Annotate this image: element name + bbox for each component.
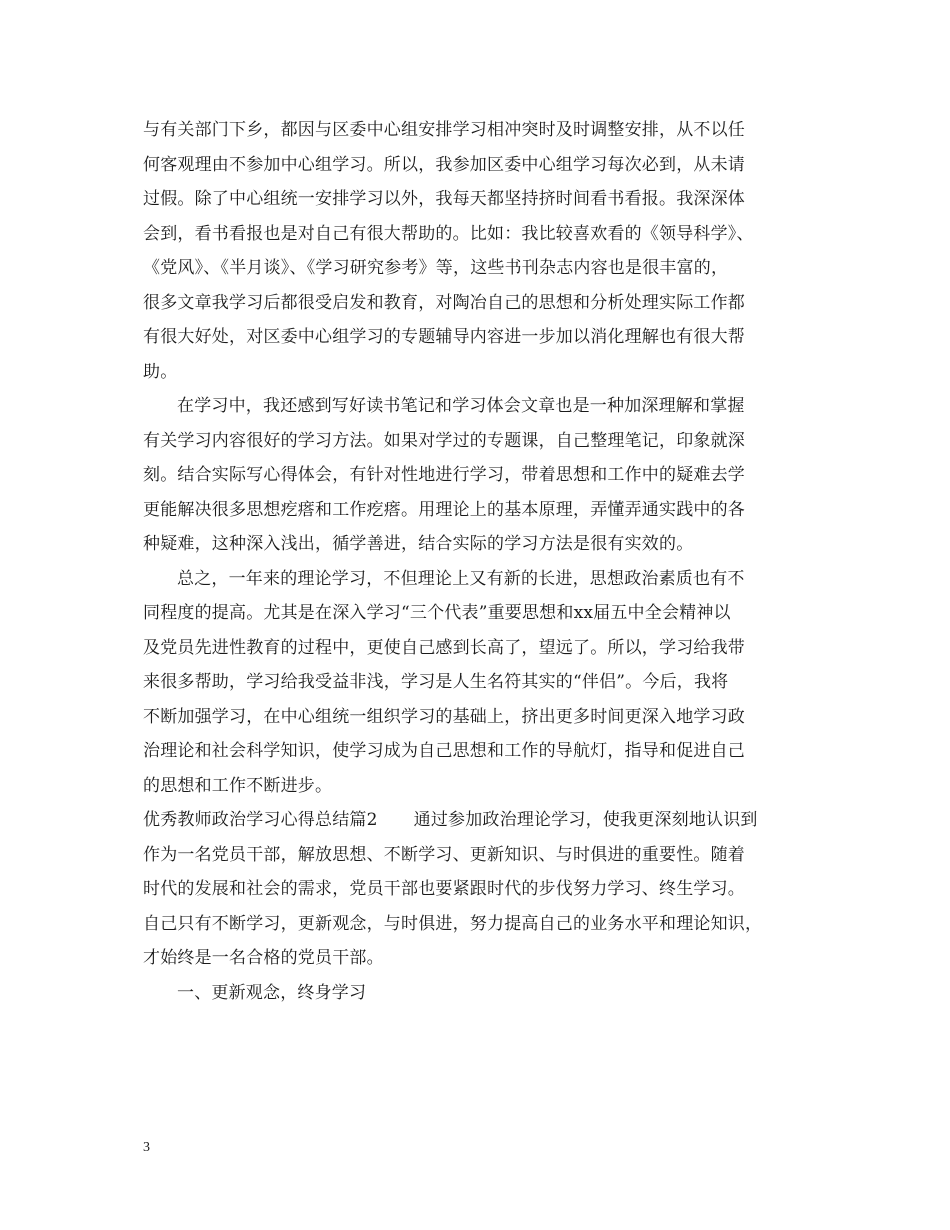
subheading-block [143,976,813,1011]
paragraph-1-line: 很多文章我学习后都很受启发和教育，对陶冶自己的思想和分析处理实际工作都 [143,292,745,313]
page-number: 3 [143,1140,150,1155]
paragraph-3-line: 的思想和工作不断进步。 [143,775,333,796]
paragraph-1-line: 会到，看书看报也是对自己有很大帮助的。比如：我比较喜欢看的《领导科学》、 [143,223,754,244]
section-title: 优秀教师政治学习心得总结篇2 [143,810,378,830]
paragraph-1-line: 过假。除了中心组统一安排学习以外，我每天都坚持挤时间看书看报。我深深体 [143,189,745,209]
paragraph-1-line: 何客观理由不参加中心组学习。所以，我参加区委中心组学习每次必到，从未请 [143,154,745,175]
paragraph-3-line: 总之，一年来的理论学习，不但理论上又有新的长进，思想政治素质也有不 [177,568,745,589]
paragraph-1-line: 助。 [143,361,178,382]
paragraph-2-line: 在学习中，我还感到写好读书笔记和学习体会文章也是一种加深理解和掌握 [177,396,745,416]
paragraph-2-line: 有关学习内容很好的学习方法。如果对学过的专题课，自己整理笔记，印象就深 [143,430,745,451]
paragraph-1-line: 有很大好处，对区委中心组学习的专题辅导内容进一步加以消化理解也有很大帮 [143,327,745,347]
paragraph-1-line: 《党风》、《半月谈》、《学习研究参考》等，这些书刊杂志内容也是很丰富的， [143,258,729,278]
section-first-line-text: 通过参加政治理论学习，使我更深刻地认识到 [413,810,758,830]
section-line: 才始终是一名合格的党员干部。 [143,948,384,968]
paragraph-1-line: 与有关部门下乡，都因与区委中心组安排学习相冲突时及时调整安排，从不以任 [143,120,745,140]
paragraph-1 [143,113,813,389]
paragraph-3-line: 不断加强学习，在中心组统一组织学习的基础上，挤出更多时间更深入地学习政 [143,706,745,727]
section-line: 作为一名党员干部，解放思想、不断学习、更新知识、与时俱进的重要性。随着 [143,844,745,865]
paragraph-2-line: 更能解决很多思想疙瘩和工作疙瘩。用理论上的基本原理，弄懂弄通实践中的各 [143,499,745,520]
paragraph-3-line: 治理论和社会科学知识，使学习成为自己思想和工作的导航灯，指导和促进自己 [143,741,745,761]
paragraph-3-line: 同程度的提高。尤其是在深入学习“三个代表”重要思想和xx届五中全会精神以 [143,603,731,623]
paragraph-2-line: 种疑难，这种深入浅出，循学善进，结合实际的学习方法是很有实效的。 [143,534,694,554]
paragraph-3-line: 来很多帮助，学习给我受益非浅，学习是人生名符其实的“伴侣”。今后，我将 [143,672,729,692]
paragraph-3 [143,562,813,804]
paragraph-2 [143,389,813,562]
section-line: 时代的发展和社会的需求，党员干部也要紧跟时代的步伐努力学习、终生学习。 [143,879,745,899]
subheading: 一、更新观念，终身学习 [177,982,367,1003]
section-title-line [143,803,813,838]
section-line: 自己只有不断学习，更新观念，与时俱进，努力提高自己的业务水平和理论知识， [143,913,763,934]
section-2 [143,803,813,976]
paragraph-3-line: 及党员先进性教育的过程中，更使自己感到长高了，望远了。所以，学习给我带 [143,637,745,658]
body-text [143,113,813,1010]
paragraph-2-line: 刻。结合实际写心得体会，有针对性地进行学习，带着思想和工作中的疑难去学 [143,465,745,485]
